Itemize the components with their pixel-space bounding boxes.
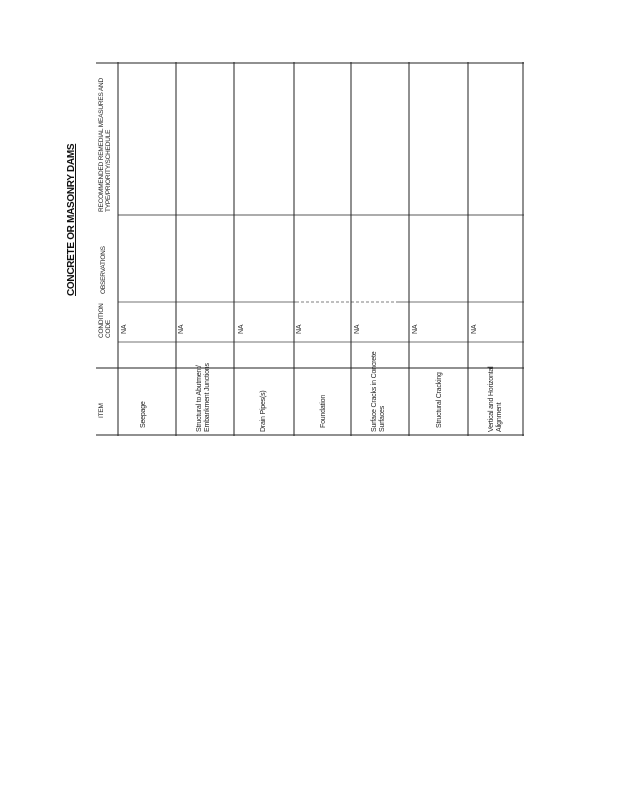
row-item-abutment: Structural to Abutment/ Embankment Junctions [196, 363, 211, 432]
header-observations: OBSERVATIONS [100, 246, 107, 294]
row-code: NA [238, 324, 245, 334]
page-title: CONCRETE OR MASONRY DAMS [66, 143, 77, 296]
row-code: NA [354, 324, 361, 334]
row-code: NA [178, 324, 185, 334]
row-item-alignment: Vertical and Horizontal Alignment [488, 366, 503, 432]
row-code: NA [412, 324, 419, 334]
row-item-surface-cracks: Surface Cracks in Concrete Surfaces [371, 351, 386, 432]
row-code: NA [471, 324, 478, 334]
row-item-structural-cracking: Structural Cracking [436, 372, 443, 428]
table-grid [96, 62, 524, 436]
row-item-drain-pipes: Drain Pipes(s) [260, 390, 267, 432]
inspection-table [96, 62, 524, 436]
row-code: NA [121, 324, 128, 334]
header-remedial-measures: RECOMMENDED REMEDIAL MEASURES AND TYPE/PRIORITY/SCHEDULE [98, 77, 112, 212]
row-item-seepage: Seepage [140, 401, 147, 428]
header-condition-code: CONDITION CODE [98, 303, 112, 338]
row-item-foundation: Foundation [320, 394, 327, 428]
row-code: NA [296, 324, 303, 334]
header-item: ITEM [98, 403, 105, 418]
